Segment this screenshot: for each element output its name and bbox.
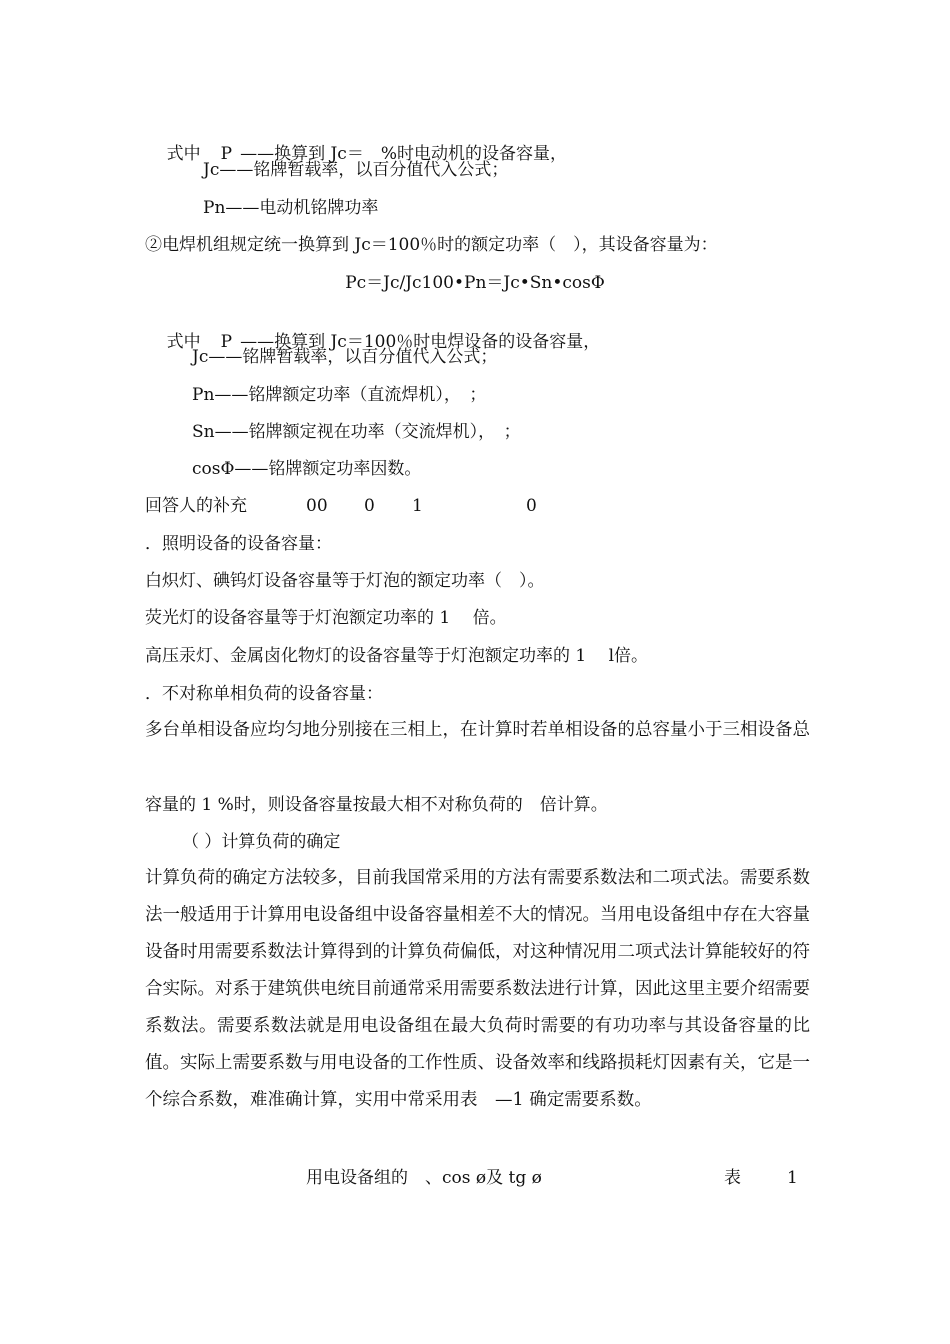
formula2-item: Jc——铭牌暂载率，以百分值代入公式； (192, 347, 498, 367)
lighting-line: 白炽灯、碘钨灯设备容量等于灯泡的额定功率（ ）。 (145, 571, 545, 591)
lighting-line: 荧光灯的设备容量等于灯泡额定功率的 1 倍。 (145, 608, 507, 628)
formula2-item: cosΦ——铭牌额定功率因数。 (192, 459, 422, 479)
formula2-item: Sn——铭牌额定视在功率（交流焊机）， ； (192, 422, 521, 442)
unbalanced-heading: ．不对称单相负荷的设备容量： (145, 684, 383, 704)
answer-value: 0 (526, 496, 537, 516)
table-caption-number: 1 (787, 1168, 798, 1188)
unbalanced-text-continued: 容量的 1 %时，则设备容量按最大相不对称负荷的 倍计算。 (145, 795, 608, 815)
calc-load-heading: （ ）计算负荷的确定 (182, 832, 341, 852)
calc-load-body: 计算负荷的确定方法较多，目前我国常采用的方法有需要系数法和二项式法。需要系数法一般适用于计算用电设备组中设备容量相差不大的情况。当用电设备组中存在大容量设备时用需要系数法计算得到的计算负荷偏低，对这种情况用二项式法计算能较好的符合实际。对系于建筑供电统目前通常采用需要系数法进行计算，因此这里主要介绍需要系数法。需要系数法就是用电设备组在最大负荷时需要的有功功率与其设备容量的比值。实际上需要系数与用电设备的工作性质、设备效率和线路损耗灯因素有关，它是一个综合系数，难准确计算，实用中常采用表 —1 确定需要系数。 (145, 868, 810, 1110)
where-desc: ——换算到 Jc＝100％时电焊设备的设备容量， (240, 332, 601, 352)
table-caption-label: 表 (724, 1168, 741, 1188)
answer-value: 00 (306, 496, 328, 516)
where-lead: 式中 (166, 332, 201, 352)
formula1-item: Jc——铭牌暂载率，以百分值代入公式； (203, 160, 509, 180)
answer-value: 0 (364, 496, 375, 516)
formula1-item: Pn——电动机铭牌功率 (203, 198, 379, 218)
unbalanced-text: 多台单相设备应均匀地分别接在三相上，在计算时若单相设备的总容量小于三相设备总 (145, 720, 810, 740)
formula2-item: Pn——铭牌额定功率（直流焊机）， ； (192, 385, 487, 405)
answer-supplement-label: 回答人的补充 (145, 496, 247, 516)
where-lead: 式中 (166, 144, 201, 164)
lighting-line: 高压汞灯、金属卤化物灯的设备容量等于灯泡额定功率的 1 l倍。 (145, 646, 649, 666)
answer-value: 1 (412, 496, 423, 516)
where-symbol: P (220, 332, 233, 352)
lighting-heading: ．照明设备的设备容量： (145, 534, 332, 554)
welder-formula: Pc＝Jc/Jc100•Pn＝Jc•Sn•cosΦ (345, 273, 605, 293)
where-symbol: P (220, 144, 233, 164)
table-caption-title: 用电设备组的 、cos ø及 tg ø (306, 1168, 542, 1188)
where-desc: ——换算到 Jc＝ %时电动机的设备容量， (240, 144, 567, 164)
welder-rule: ②电焊机组规定统一换算到 Jc＝100％时的额定功率（ ），其设备容量为： (145, 235, 718, 255)
